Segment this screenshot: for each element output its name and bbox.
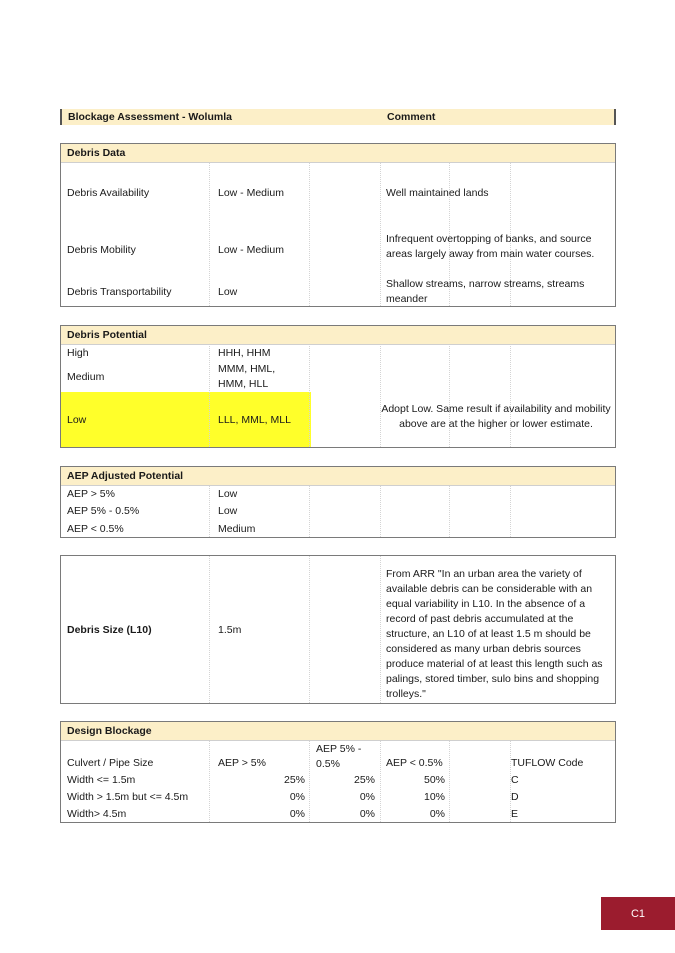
- debris-size-section: [60, 555, 616, 704]
- debris-size-comment: From ARR "In an urban area the variety of available debris can be considerable with an equal variability in L10. In the absence of a record of past debris accumulated at the structure, an L10 of at least 1.5 m should be considered as many urban debris sources produce material of at least this length such as palings, stored timber, sulo bins and shopping trolleys.": [386, 568, 603, 700]
- debris-size-label: Debris Size (L10): [67, 624, 152, 636]
- potential-high-label: High: [67, 347, 89, 359]
- column-header: AEP < 0.5%: [386, 757, 443, 769]
- table-row-size: Width> 4.5m: [67, 808, 127, 820]
- debris-transportability-label: Debris Transportability: [67, 286, 172, 298]
- potential-high-value: HHH, HHM: [218, 347, 271, 359]
- table-cell: 10%: [423, 791, 445, 803]
- debris-potential-header: [61, 326, 615, 345]
- assessment-title: Blockage Assessment - Wolumla: [68, 111, 232, 123]
- page-number-badge: [601, 897, 675, 930]
- aep-row-value: Low: [218, 488, 238, 500]
- debris-availability-label: Debris Availability: [67, 187, 150, 199]
- debris-potential-section: [60, 325, 616, 448]
- design-blockage-title: Design Blockage: [67, 725, 152, 737]
- aep-adjusted-section: [60, 466, 616, 538]
- aep-row-label: AEP > 5%: [67, 488, 115, 500]
- aep-adjusted-header: [61, 467, 615, 486]
- aep-row-value: Medium: [218, 523, 256, 535]
- aep-row-label: AEP < 0.5%: [67, 523, 124, 535]
- table-cell: 25%: [353, 774, 375, 786]
- table-cell: D: [511, 791, 519, 803]
- potential-low-comment: Adopt Low. Same result if availability and mobility above are at the higher or lower estimate.: [381, 403, 611, 430]
- column-header: AEP 5% - 0.5%: [316, 743, 362, 770]
- debris-availability-comment: Well maintained lands: [386, 187, 489, 199]
- table-cell: C: [511, 774, 519, 786]
- debris-data-section: [60, 143, 616, 307]
- debris-transportability-comment: Shallow streams, narrow streams, streams meander: [386, 278, 585, 305]
- debris-mobility-value: Low - Medium: [218, 244, 284, 256]
- design-blockage-header: [61, 722, 615, 741]
- column-header: AEP > 5%: [218, 757, 266, 769]
- potential-low-label: Low: [67, 414, 87, 426]
- table-cell: E: [511, 808, 519, 820]
- design-blockage-section: [60, 721, 616, 823]
- aep-row-label: AEP 5% - 0.5%: [67, 505, 140, 517]
- debris-transportability-value: Low: [218, 286, 238, 298]
- debris-mobility-label: Debris Mobility: [67, 244, 136, 256]
- debris-size-value: 1.5m: [218, 624, 242, 636]
- potential-medium-value: MMM, HML, HMM, HLL: [218, 363, 276, 390]
- table-row-size: Width > 1.5m but <= 4.5m: [67, 791, 189, 803]
- comment-heading: Comment: [387, 111, 436, 123]
- debris-availability-value: Low - Medium: [218, 187, 284, 199]
- potential-medium-label: Medium: [67, 371, 105, 383]
- table-cell: 0%: [359, 808, 375, 820]
- table-cell: 25%: [283, 774, 305, 786]
- assessment-header: [60, 109, 616, 125]
- aep-row-value: Low: [218, 505, 238, 517]
- column-header: TUFLOW Code: [511, 757, 584, 769]
- debris-data-title: Debris Data: [67, 147, 126, 159]
- table-cell: 0%: [289, 808, 305, 820]
- debris-mobility-comment: Infrequent overtopping of banks, and source areas largely away from main water courses.: [386, 233, 595, 260]
- table-row-size: Width <= 1.5m: [67, 774, 136, 786]
- table-cell: 0%: [289, 791, 305, 803]
- debris-data-header: [61, 144, 615, 163]
- table-cell: 0%: [429, 808, 445, 820]
- potential-low-value: LLL, MML, MLL: [218, 414, 291, 426]
- aep-adjusted-title: AEP Adjusted Potential: [67, 470, 184, 482]
- column-header: Culvert / Pipe Size: [67, 757, 154, 769]
- debris-potential-title: Debris Potential: [67, 329, 147, 341]
- page-number: C1: [630, 907, 646, 920]
- table-cell: 0%: [359, 791, 375, 803]
- table-cell: 50%: [423, 774, 445, 786]
